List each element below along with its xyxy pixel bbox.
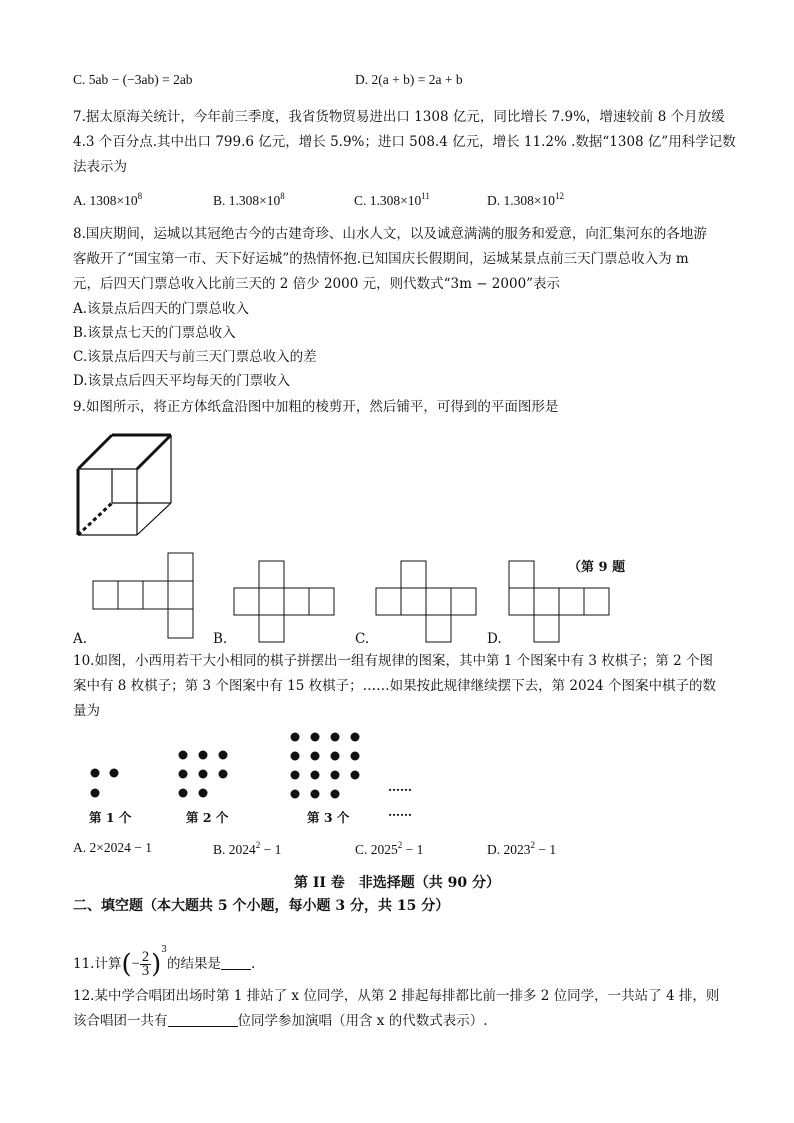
q10-option-d: D. $2023^2 - 1$ xyxy=(487,840,557,857)
q10-ellipsis-1: …… xyxy=(388,780,412,794)
q10-option-a: A. 2×2024 − 1 xyxy=(73,840,152,855)
q9-option-a-label: A. xyxy=(73,631,88,647)
q10-ellipsis-2: …… xyxy=(388,805,412,819)
q8-option-c: C.该景点后四天与前三天门票总收入的差 xyxy=(73,349,317,365)
q6-option-c: C. 5ab − (−3ab) = 2ab xyxy=(73,72,193,87)
q6-option-d: D. 2(a + b) = 2a + b xyxy=(355,72,463,87)
q8-line-1: 8.国庆期间，运城以其冠绝古今的古建奇珍、山水人文，以及诚意满满的服务和爱意，向汇集河东的各地游 xyxy=(73,226,707,242)
q7-line-1: 7.据太原海关统计，今年前三季度，我省货物贸易进出口 1308 亿元，同比增长 7.9%，增速较前 8 个月放缓 xyxy=(73,109,725,125)
q7-option-c: C. $1.308\times 10^{11}$ xyxy=(354,191,430,208)
q9-option-c-label: C. xyxy=(355,631,370,647)
q8-line-3: 元，后四天门票总收入比前三天的 2 倍少 2000 元，则代数式“3m − 2000”表示 xyxy=(73,276,561,292)
q7-line-2: 4.3 个百分点.其中出口 799.6 亿元，增长 5.9%；进口 508.4 亿元，增长 11.2% .数据“1308 亿”用科学记数 xyxy=(73,134,736,150)
q10-option-b: B. $2024^2 - 1$ xyxy=(213,840,282,857)
q9-figure-label: （第 9 题 xyxy=(568,560,626,575)
q8-option-d: D.该景点后四天平均每天的门票收入 xyxy=(73,373,291,389)
q10-figure-1-label: 第 1 个 xyxy=(89,810,132,825)
q10-figure-2-label: 第 2 个 xyxy=(186,810,229,825)
q7-line-3: 法表示为 xyxy=(73,159,127,175)
q8-option-a: A.该景点后四天的门票总收入 xyxy=(73,301,250,317)
q11-answer-blank[interactable] xyxy=(221,956,251,970)
q10-line-3: 量为 xyxy=(73,703,100,719)
q9-option-d-label: D. xyxy=(487,631,502,647)
q12-answer-blank[interactable] xyxy=(168,1013,238,1027)
q11-line: 11.计算(− $\frac{2}{3}$ )$^3$的结果是 . xyxy=(73,945,256,980)
section-heading: 二、填空题（本大题共 5 个小题，每小题 3 分，共 15 分） xyxy=(73,898,450,914)
q10-line-1: 10.如图，小西用若干大小相同的棋子拼摆出一组有规律的图案，其中第 1 个图案中有 3 枚棋子；第 2 个图 xyxy=(73,653,713,669)
q10-option-c: C. $2025^2 - 1$ xyxy=(355,840,424,857)
q8-option-b: B.该景点七天的门票总收入 xyxy=(73,325,236,341)
section-title: 第 II 卷 非选择题（共 90 分） xyxy=(293,875,501,891)
q9-option-b-label: B. xyxy=(213,631,228,647)
q12-line-1: 12.某中学合唱团出场时第 1 排站了 x 位同学，从第 2 排起每排都比前一排多 2 位同学，一共站了 4 排，则 xyxy=(73,988,720,1004)
q12-line-2: 该合唱团一共有 位同学参加演唱（用含 x 的代数式表示）. xyxy=(73,1013,488,1029)
q7-option-d: D. $1.308\times 10^{12}$ xyxy=(487,191,564,208)
q9-line-1: 9.如图所示，将正方体纸盒沿图中加粗的棱剪开，然后铺平，可得到的平面图形是 xyxy=(73,399,559,415)
q7-option-a: A. $1308\times 10^8$ xyxy=(73,191,143,208)
q7-option-b: B. $1.308\times 10^8$ xyxy=(213,191,285,208)
q8-line-2: 客敞开了“国宝第一市、天下好运城”的热情怀抱.已知国庆长假期间，运城某景点前三天门票总收入为 m xyxy=(73,251,689,267)
q10-line-2: 案中有 8 枚棋子；第 3 个图案中有 15 枚棋子；……如果按此规律继续摆下去，第 2024 个图案中棋子的数 xyxy=(73,678,717,694)
q10-figure-3-label: 第 3 个 xyxy=(307,810,350,825)
